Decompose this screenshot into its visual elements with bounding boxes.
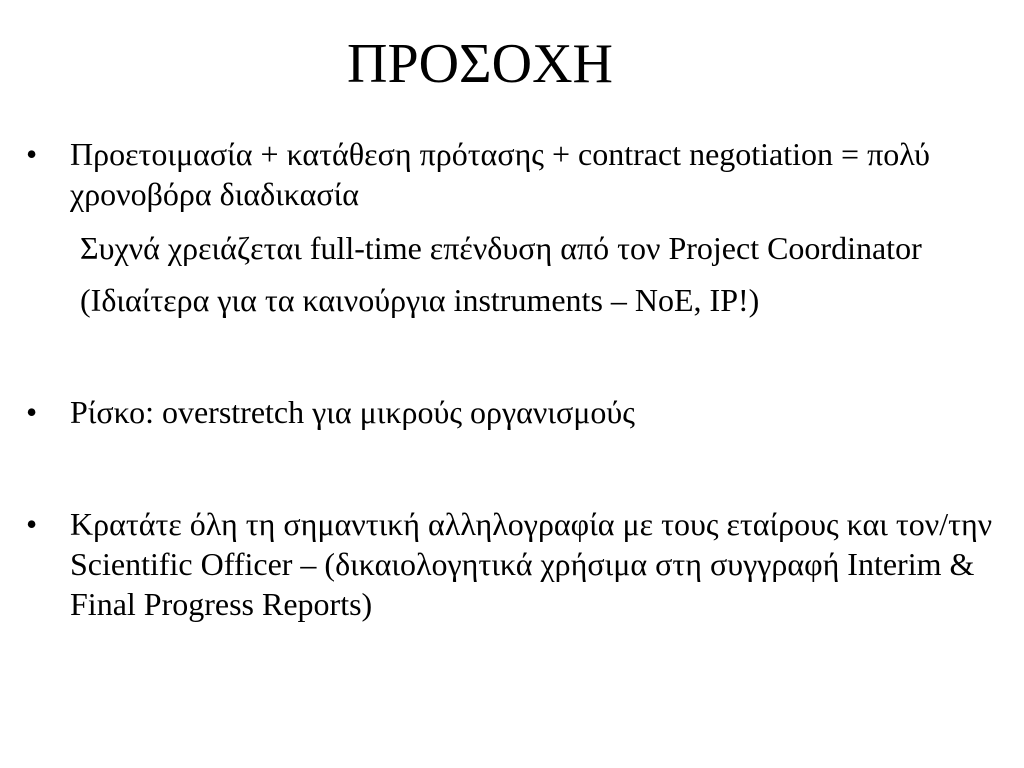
bullet-icon: •: [26, 136, 38, 172]
sub-item-instruments: (Ιδιαίτερα για τα καινούργια instruments – NoE, IP!): [80, 282, 760, 318]
slide-title: ΠΡΟΣΟΧΗ: [347, 33, 613, 95]
sub-item-coordinator: Συχνά χρειάζεται full-time επένδυση από τον Project Coordinator: [80, 230, 922, 266]
slide-content: [26, 134, 1006, 624]
bullet-text: Κρατάτε όλη τη σημαντική αλληλογραφία με τους εταίρους και τον/την Scientific Officer – (δικαιολογητικά χρήσιμα στη συγγραφή Interim & Final Progress Reports): [70, 506, 993, 622]
bullet-item-preparation: [26, 134, 1006, 214]
bullet-text: Ρίσκο: overstretch για μικρούς οργανισμούς: [70, 394, 635, 430]
bullet-icon: •: [26, 394, 38, 430]
bullet-icon: •: [26, 506, 38, 542]
bullet-item-risk: [26, 392, 1006, 432]
bullet-text: Προετοιμασία + κατάθεση πρότασης + contract negotiation = πολύ χρονοβόρα διαδικασία: [70, 136, 931, 212]
bullet-item-correspondence: [26, 504, 1006, 624]
